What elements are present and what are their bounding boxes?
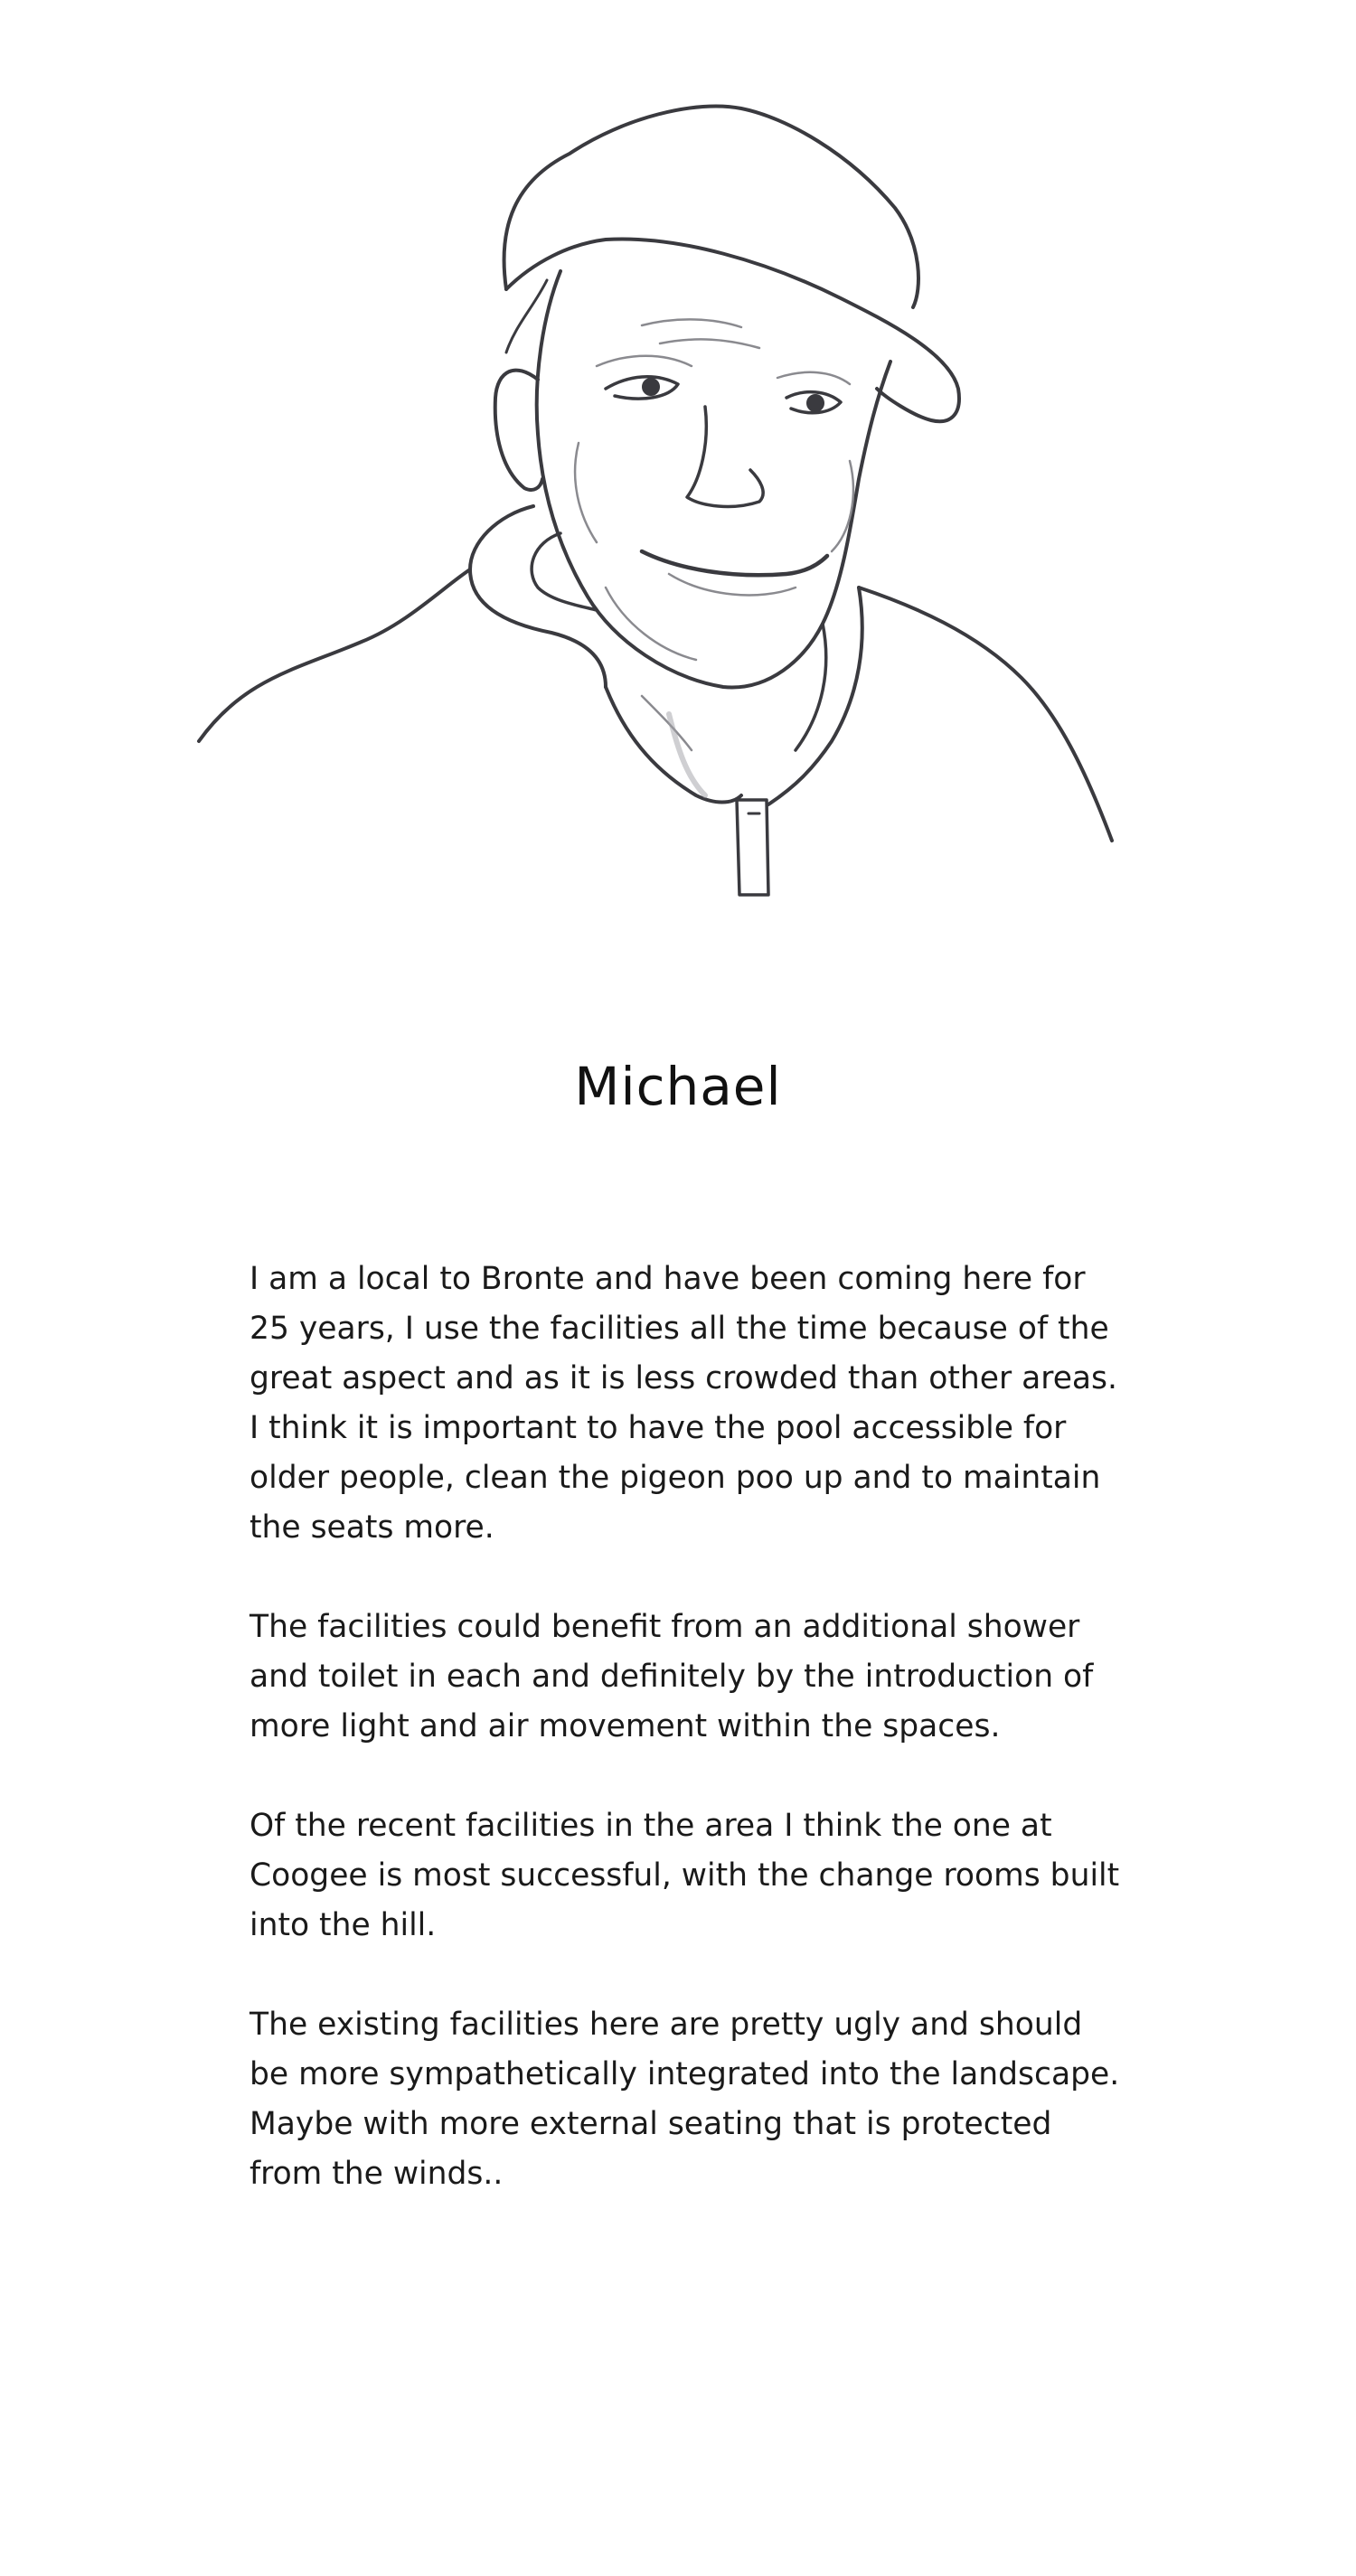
portrait-drawing bbox=[136, 81, 1130, 940]
portrait-line-drawing-icon bbox=[136, 81, 1130, 940]
story-paragraph: The facilities could benefit from an additional shower and toilet in each and definitely by the introduction of more light and air movement within the spaces. bbox=[250, 1609, 1094, 1744]
story-paragraph: I am a local to Bronte and have been coming here for 25 years, I use the facilities all the time because of the great aspect and as it is less crowded than other areas. I think it is important to have the pool accessible for older people, clean the pigeon poo up and to maintain the seats more. bbox=[250, 1261, 1118, 1546]
person-name: Michael bbox=[574, 1056, 782, 1117]
story-text bbox=[250, 1255, 1126, 2249]
story-paragraph: The existing facilities here are pretty ugly and should be more sympathetically integrated into the landscape. Maybe with more external seating that is protected from the winds.. bbox=[250, 2007, 1120, 2192]
story-paragraph: Of the recent facilities in the area I think the one at Coogee is most successful, with the change rooms built into the hill. bbox=[250, 1808, 1120, 1943]
